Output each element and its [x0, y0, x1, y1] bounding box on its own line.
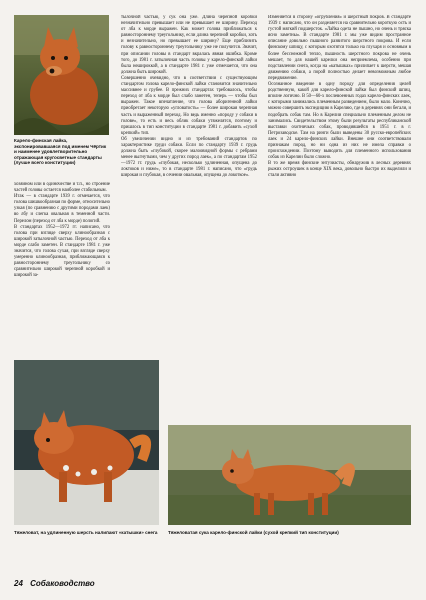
- text-column-1: хозяином или в одиночестве и т.п., но строение частей головы остается наиболее стабильным. Итак — в стандарте 1939 г. отмечается, что голова шишкообразная по форме, относительно узкая (по сравнению с другими породами лаек) во лбу и слегка овальная в теменной части. Перелом (переход от лба к морде) пологий. В стандартах 1952—1972 гг. написано, что голова при взгляде сверху клинообразная с широкой затылочной частью. Переход от лба к морде слабо заметен. В стандарте 1981 г. уже значится, что голова сухая, при взгляде сверху умеренно клинообразная, приближающаяся к равностороннему треугольнику со сравнительно широкой черепной коробкой и широкой за-: [14, 182, 110, 279]
- photo-laika-grass: [14, 15, 109, 135]
- text-column-3: Изменяется в сторону «огрубления» и шерстный покров. В стандарте 1939 г. написано, что он разделяется на сравнительно короткую ость и густой мягкий подшерсток. «Лайка одета не пышно, но очень и тряска ясно заметны». В стандарте 1981 г. мы уже видим пространное описание довольно пышного развитого шерстного покрова. И если финскому шпицу, с которым охотятся только на глухаря и основным в более бесснежной тепло, пышность шерстного покрова не очень мешает, то для нашей карелки она неприемлема, особенно при подставлении снега, когда на «катышках» прилипает к шерсти, мешая движению собаки, а порой полностью делает невозможным любое передвижение. Осознанное введение в одну породу для определения целей родственную, какой для карело-финской лайки был финский шпиц, вполне логично. В 50—60-х послевоенных годах карело-финских лаек, с которыми занимались племенным разведением, было мало. Конечно, можно совершить экспедицию в Карелию, где в деревнях они бегали, и подобрать собак там. Но в Карелии специально племенным делом не занимались. Свидетельством этому были результаты республиканской выставки охотничьих собак, проводившейся в 1951 г. в г. Петрозаводске. Там на ринги были выведены 30 русско-европейских лаек и 24 карело-финских лайки. Внешне они соответствовали признакам пород, но ни одна из них не имела справки о происхождении. Поэтому выводить для племенного использования собак из Карелии было сложно. В то же время финские энтузиасты, обнаружив в лесных деревнях рыжих остроушек в конце XIX века, довольно быстро их выделили и стали активно: [268, 15, 411, 179]
- photo-laika-standing-image: [168, 425, 411, 525]
- photo-laika-snow-image: [14, 360, 159, 525]
- magazine-title: Собаководство: [30, 579, 95, 588]
- photo-laika-grass-image: [14, 15, 109, 135]
- photo-caption: Тяжеловат, на удлиненную шерсть налипают «катышки» снега: [14, 530, 158, 535]
- page-footer: [14, 579, 95, 588]
- photo-caption: Тяжеловатая сука карело-финской лайки (сухой крепкий тип конституции): [168, 530, 339, 535]
- text-column-2: тылочной частью, у сук она уже. Длина черепной коробки незначительно превышает или не превышает ее ширину. Переход от лба к морде выражен. Как может голова приближаться к равностороннему треугольнику, если длина черепной коробки, хоть и незначительно, но превышает ее ширину? Еще приблизить голову к равностороннему треугольнику уже не получится. Значит, при описании головы в стандарт вкралась явная ошибка. Кроме того, до 1981 г. затылочная часть головы у карело-финской лайки была нешироккой, а в стандарте 1981 г. уже отмечается, что она должна быть широкой. Совершенно очевидно, что в соответствии с существующим стандартом голова карело-финской лайки становится значительно массивнее и грубее. В прежних стандартах требовалось, чтобы переход от лба к морде был слабо заметен, теперь — чтобы был выражен. Такое впечатление, что голова аборигенной лайки приобретает некоторую «угловатость» — более широкая черепная часть и выраженный переход. Но ведь именно «породу у собаки в голове», то есть и весь облик собаки утяжелятся, поэтому и пришлось в тип конституции в стандарте 1981 г. добавить «сухой крепкий» тип. Об увеличении видно и из требований стандартов по характеристике груди собаки. Если по стандарту 1939 г. грудь должна быть «глубокой, скорее малоовидной формы с ребрами менее выгнутыми, чем у других пород лаек», а по стандартам 1952—1972 гг. грудь «глубокая, несколько удлиненная, опущена до локтоков и ниже», то в стандарте 1981 г. написано, что «грудь широкая и глубокая, в сечении овальная, опущена до локоткое».: [121, 15, 257, 179]
- photo-caption: Карело-финская лайка, экспонировавшаяся под именем Чёртик и наименее удовлетворительно отражающая кругосветные стандарты (лучше всего конституции): [14, 138, 107, 166]
- page-number: 24: [14, 579, 23, 588]
- photo-laika-standing: [168, 425, 411, 525]
- photo-laika-snow: [14, 360, 159, 525]
